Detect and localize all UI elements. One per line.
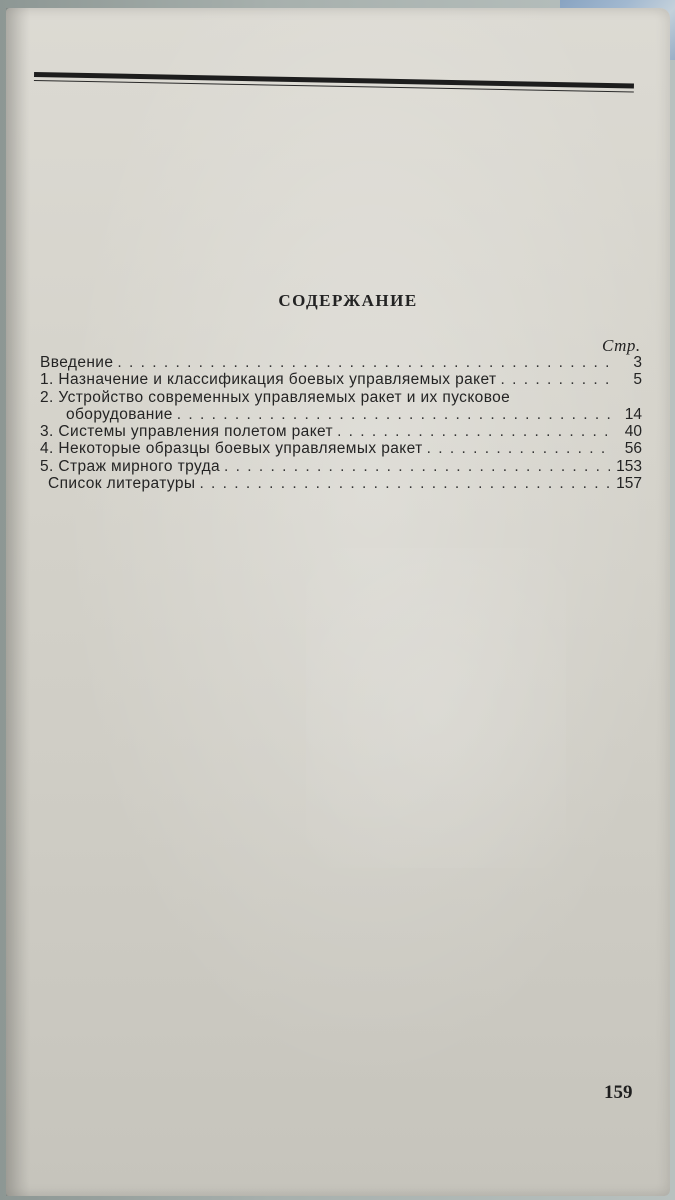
toc-entry-page: 157: [616, 475, 642, 493]
toc-leader-dots: [427, 440, 610, 457]
toc-entry-page: 153: [616, 457, 642, 475]
toc-entry-introduction: [40, 354, 642, 371]
toc-entry-label: 5. Страж мирного труда: [40, 457, 221, 475]
toc-entry-label: 3. Системы управления полетом ракет: [40, 423, 334, 441]
toc-entry-label: Введение: [40, 354, 114, 371]
page-number: 159: [604, 1082, 633, 1103]
book-page: [6, 8, 670, 1196]
toc-leader-dots: [501, 371, 610, 388]
toc-entry-label: оборудование: [66, 405, 173, 423]
toc-leader-dots: [337, 423, 610, 440]
toc-entry-chapter-2-line-1: [40, 389, 642, 406]
toc-entry-page: 56: [624, 440, 642, 458]
toc-entry-page: 5: [633, 371, 642, 389]
toc-leader-dots: [117, 354, 610, 371]
toc-entry-page: 14: [624, 405, 642, 423]
toc-entry-page: 40: [624, 423, 642, 441]
toc-leader-dots: [199, 475, 610, 492]
toc-entry-label: Список литературы: [48, 475, 196, 493]
page-column-label: Стр.: [602, 336, 641, 355]
page-gutter-shadow: [6, 8, 30, 1196]
header-rule: [34, 72, 634, 94]
toc-entry-chapter-4: [40, 440, 642, 457]
toc-entry-label: 1. Назначение и классификация боевых управляемых ракет: [40, 371, 497, 389]
toc-entry-label: 4. Некоторые образцы боевых управляемых ракет: [40, 440, 423, 458]
toc-entry-chapter-1: [40, 371, 642, 388]
toc-entry-page: 3: [633, 354, 642, 371]
toc-entry-chapter-3: [40, 423, 642, 440]
toc-entry-chapter-2-line-2: [40, 406, 642, 423]
toc-title: СОДЕРЖАНИЕ: [278, 291, 418, 310]
table-of-contents: [40, 354, 642, 492]
toc-leader-dots: [177, 406, 610, 423]
toc-entry-chapter-5: [40, 458, 642, 475]
toc-entry-label: 2. Устройство современных управляемых ракет и их пусковое: [40, 388, 511, 406]
toc-leader-dots: [224, 458, 610, 475]
paper-texture: [306, 548, 566, 868]
toc-entry-bibliography: [40, 475, 642, 492]
